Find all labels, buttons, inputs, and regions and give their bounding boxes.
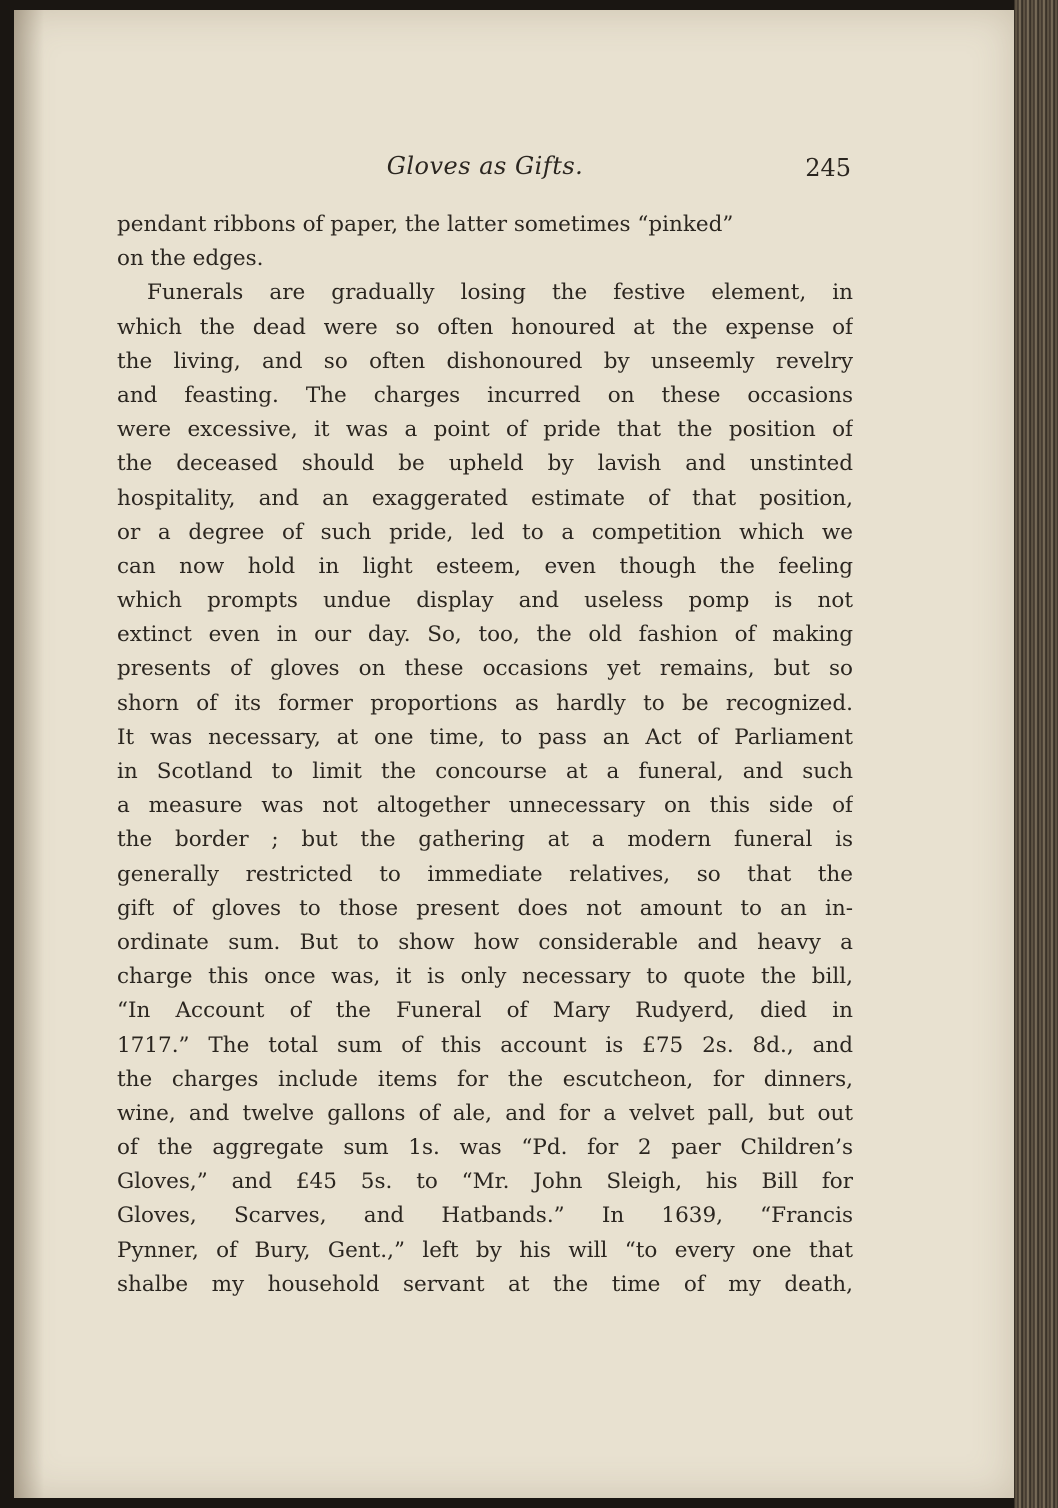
text-line: gift of gloves to those present does not amount to an in-	[117, 895, 853, 921]
text-line: charge this once was, it is only necessary to quote the bill,	[117, 964, 853, 990]
text-line: hospitality, and an exaggerated estimate of that position,	[117, 485, 853, 511]
page-gutter-shadow	[14, 10, 44, 1498]
text-line: on the edges.	[117, 246, 264, 272]
text-line: wine, and twelve gallons of ale, and for a velvet pall, but out	[117, 1100, 853, 1126]
text-line: a measure was not altogether unnecessary on this side of	[117, 793, 853, 819]
text-line: Gloves, Scarves, and Hatbands.” In 1639, “Francis	[117, 1203, 853, 1229]
text-line: shalbe my household servant at the time of my death,	[117, 1271, 853, 1297]
text-line: Funerals are gradually losing the festive element, in	[147, 280, 853, 306]
text-line: ordinate sum. But to show how considerable and heavy a	[117, 929, 853, 955]
text-line: the deceased should be upheld by lavish and unstinted	[117, 451, 853, 477]
text-line: Gloves,” and £45 5s. to “Mr. John Sleigh, his Bill for	[117, 1169, 853, 1195]
text-line: can now hold in light esteem, even though the feeling	[117, 553, 853, 579]
body-text	[117, 208, 853, 1302]
text-line: the charges include items for the escutcheon, for dinners,	[117, 1066, 853, 1092]
text-line: “In Account of the Funeral of Mary Rudyerd, died in	[117, 998, 853, 1024]
book-page-edges	[1014, 0, 1058, 1508]
text-line: and feasting. The charges incurred on these occasions	[117, 382, 853, 408]
text-line: generally restricted to immediate relatives, so that the	[117, 861, 853, 887]
text-line: shorn of its former proportions as hardly to be recognized.	[117, 690, 853, 716]
text-line: or a degree of such pride, led to a competition which we	[117, 519, 853, 545]
text-line: of the aggregate sum 1s. was “Pd. for 2 paer Children’s	[117, 1135, 853, 1161]
text-line: in Scotland to limit the concourse at a funeral, and such	[117, 759, 853, 784]
text-line: 1717.” The total sum of this account is £75 2s. 8d., and	[117, 1032, 853, 1058]
running-head	[115, 152, 855, 192]
text-line: Pynner, of Bury, Gent.,” left by his will “to every one that	[117, 1237, 853, 1263]
text-line: pendant ribbons of paper, the latter sometimes “pinked”	[117, 212, 734, 237]
text-line: It was necessary, at one time, to pass an Act of Parliament	[117, 724, 853, 750]
text-line: the living, and so often dishonoured by unseemly revelry	[117, 348, 853, 374]
text-line: presents of gloves on these occasions yet remains, but so	[117, 656, 853, 682]
text-line: the border ; but the gathering at a modern funeral is	[117, 827, 853, 853]
text-line: were excessive, it was a point of pride that the position of	[117, 417, 853, 443]
running-title: Gloves as Gifts.	[386, 152, 584, 180]
page-number: 245	[805, 154, 851, 182]
text-line: which the dead were so often honoured at the expense of	[117, 314, 853, 340]
text-line: which prompts undue display and useless pomp is not	[117, 588, 853, 614]
text-line: extinct even in our day. So, too, the old fashion of making	[117, 622, 853, 648]
